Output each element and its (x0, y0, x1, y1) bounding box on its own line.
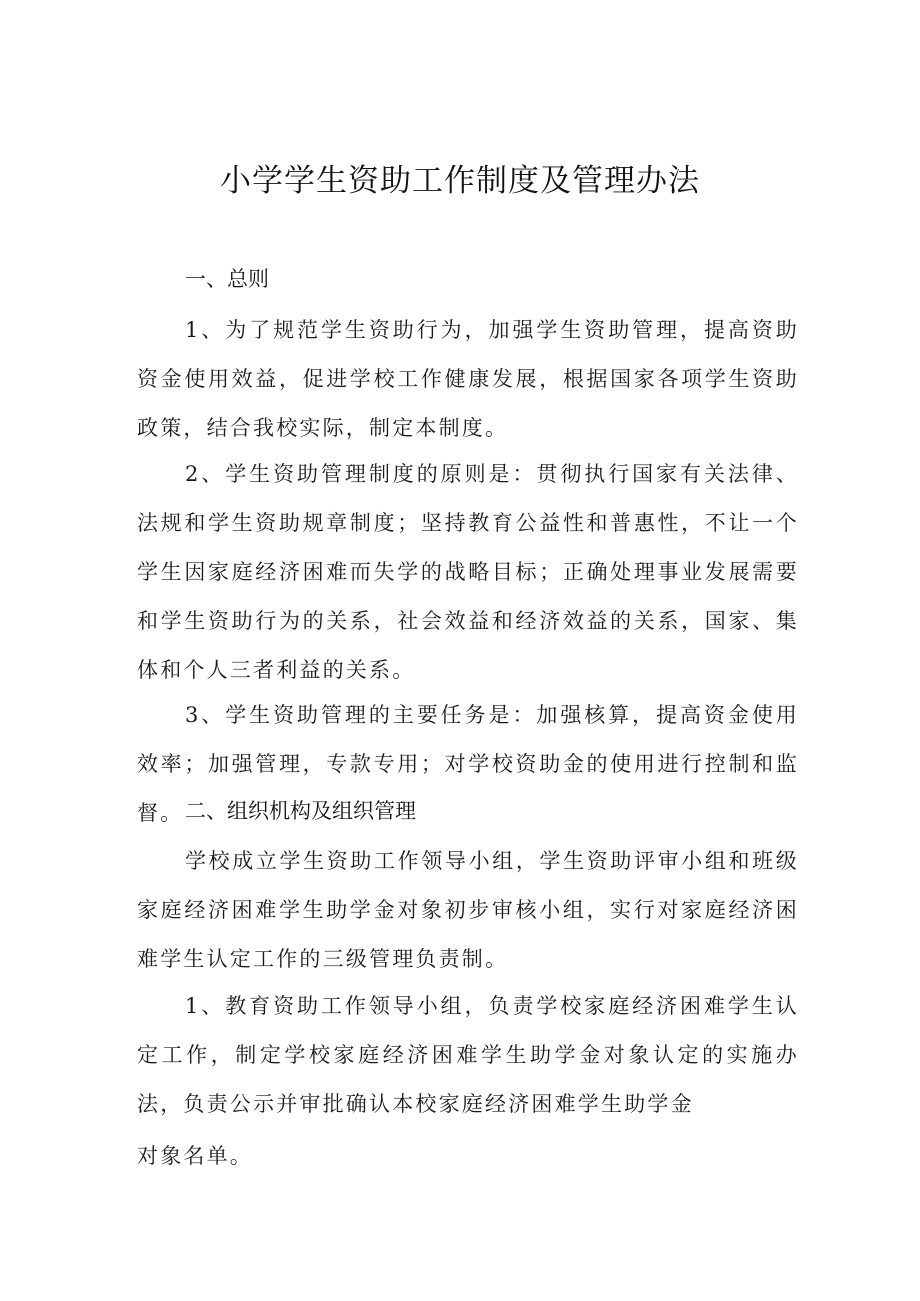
paragraph-list-continuation: 对象名单。 (137, 1144, 253, 1168)
section-heading-organization: 二、组织机构及组织管理 (185, 799, 416, 823)
document-title: 小学学生资助工作制度及管理办法 (220, 163, 700, 199)
paragraph-organization-intro: 学校成立学生资助工作领导小组，学生资助评审小组和班级家庭经济困难学生助学金对象初步审核小组，实行对家庭经济困难学生认定工作的三级管理负责制。 (137, 849, 799, 971)
paragraph-leadership-group: 1、教育资助工作领导小组，负责学校家庭经济困难学生认定工作，制定学校家庭经济困难学生助学金对象认定的实施办法，负责公示并审批确认本校家庭经济困难学生助学金 (137, 994, 799, 1116)
paragraph-main-tasks: 3、学生资助管理的主要任务是：加强核算，提高资金使用效率；加强管理，专款专用；对学校资助金的使用进行控制和监督。 (137, 703, 799, 825)
paragraph-purpose: 1、为了规范学生资助行为，加强学生资助管理，提高资助资金使用效益，促进学校工作健康发展，根据国家各项学生资助政策，结合我校实际，制定本制度。 (137, 318, 799, 440)
section-heading-general: 一、总则 (185, 267, 269, 291)
paragraph-principles: 2、学生资助管理制度的原则是：贯彻执行国家有关法律、法规和学生资助规章制度；坚持教育公益性和普惠性，不让一个学生因家庭经济困难而失学的战略目标；正确处理事业发展需要和学生资助行为的关系，社会效益和经济效益的关系，国家、集体和个人三者利益的关系。 (137, 462, 799, 682)
